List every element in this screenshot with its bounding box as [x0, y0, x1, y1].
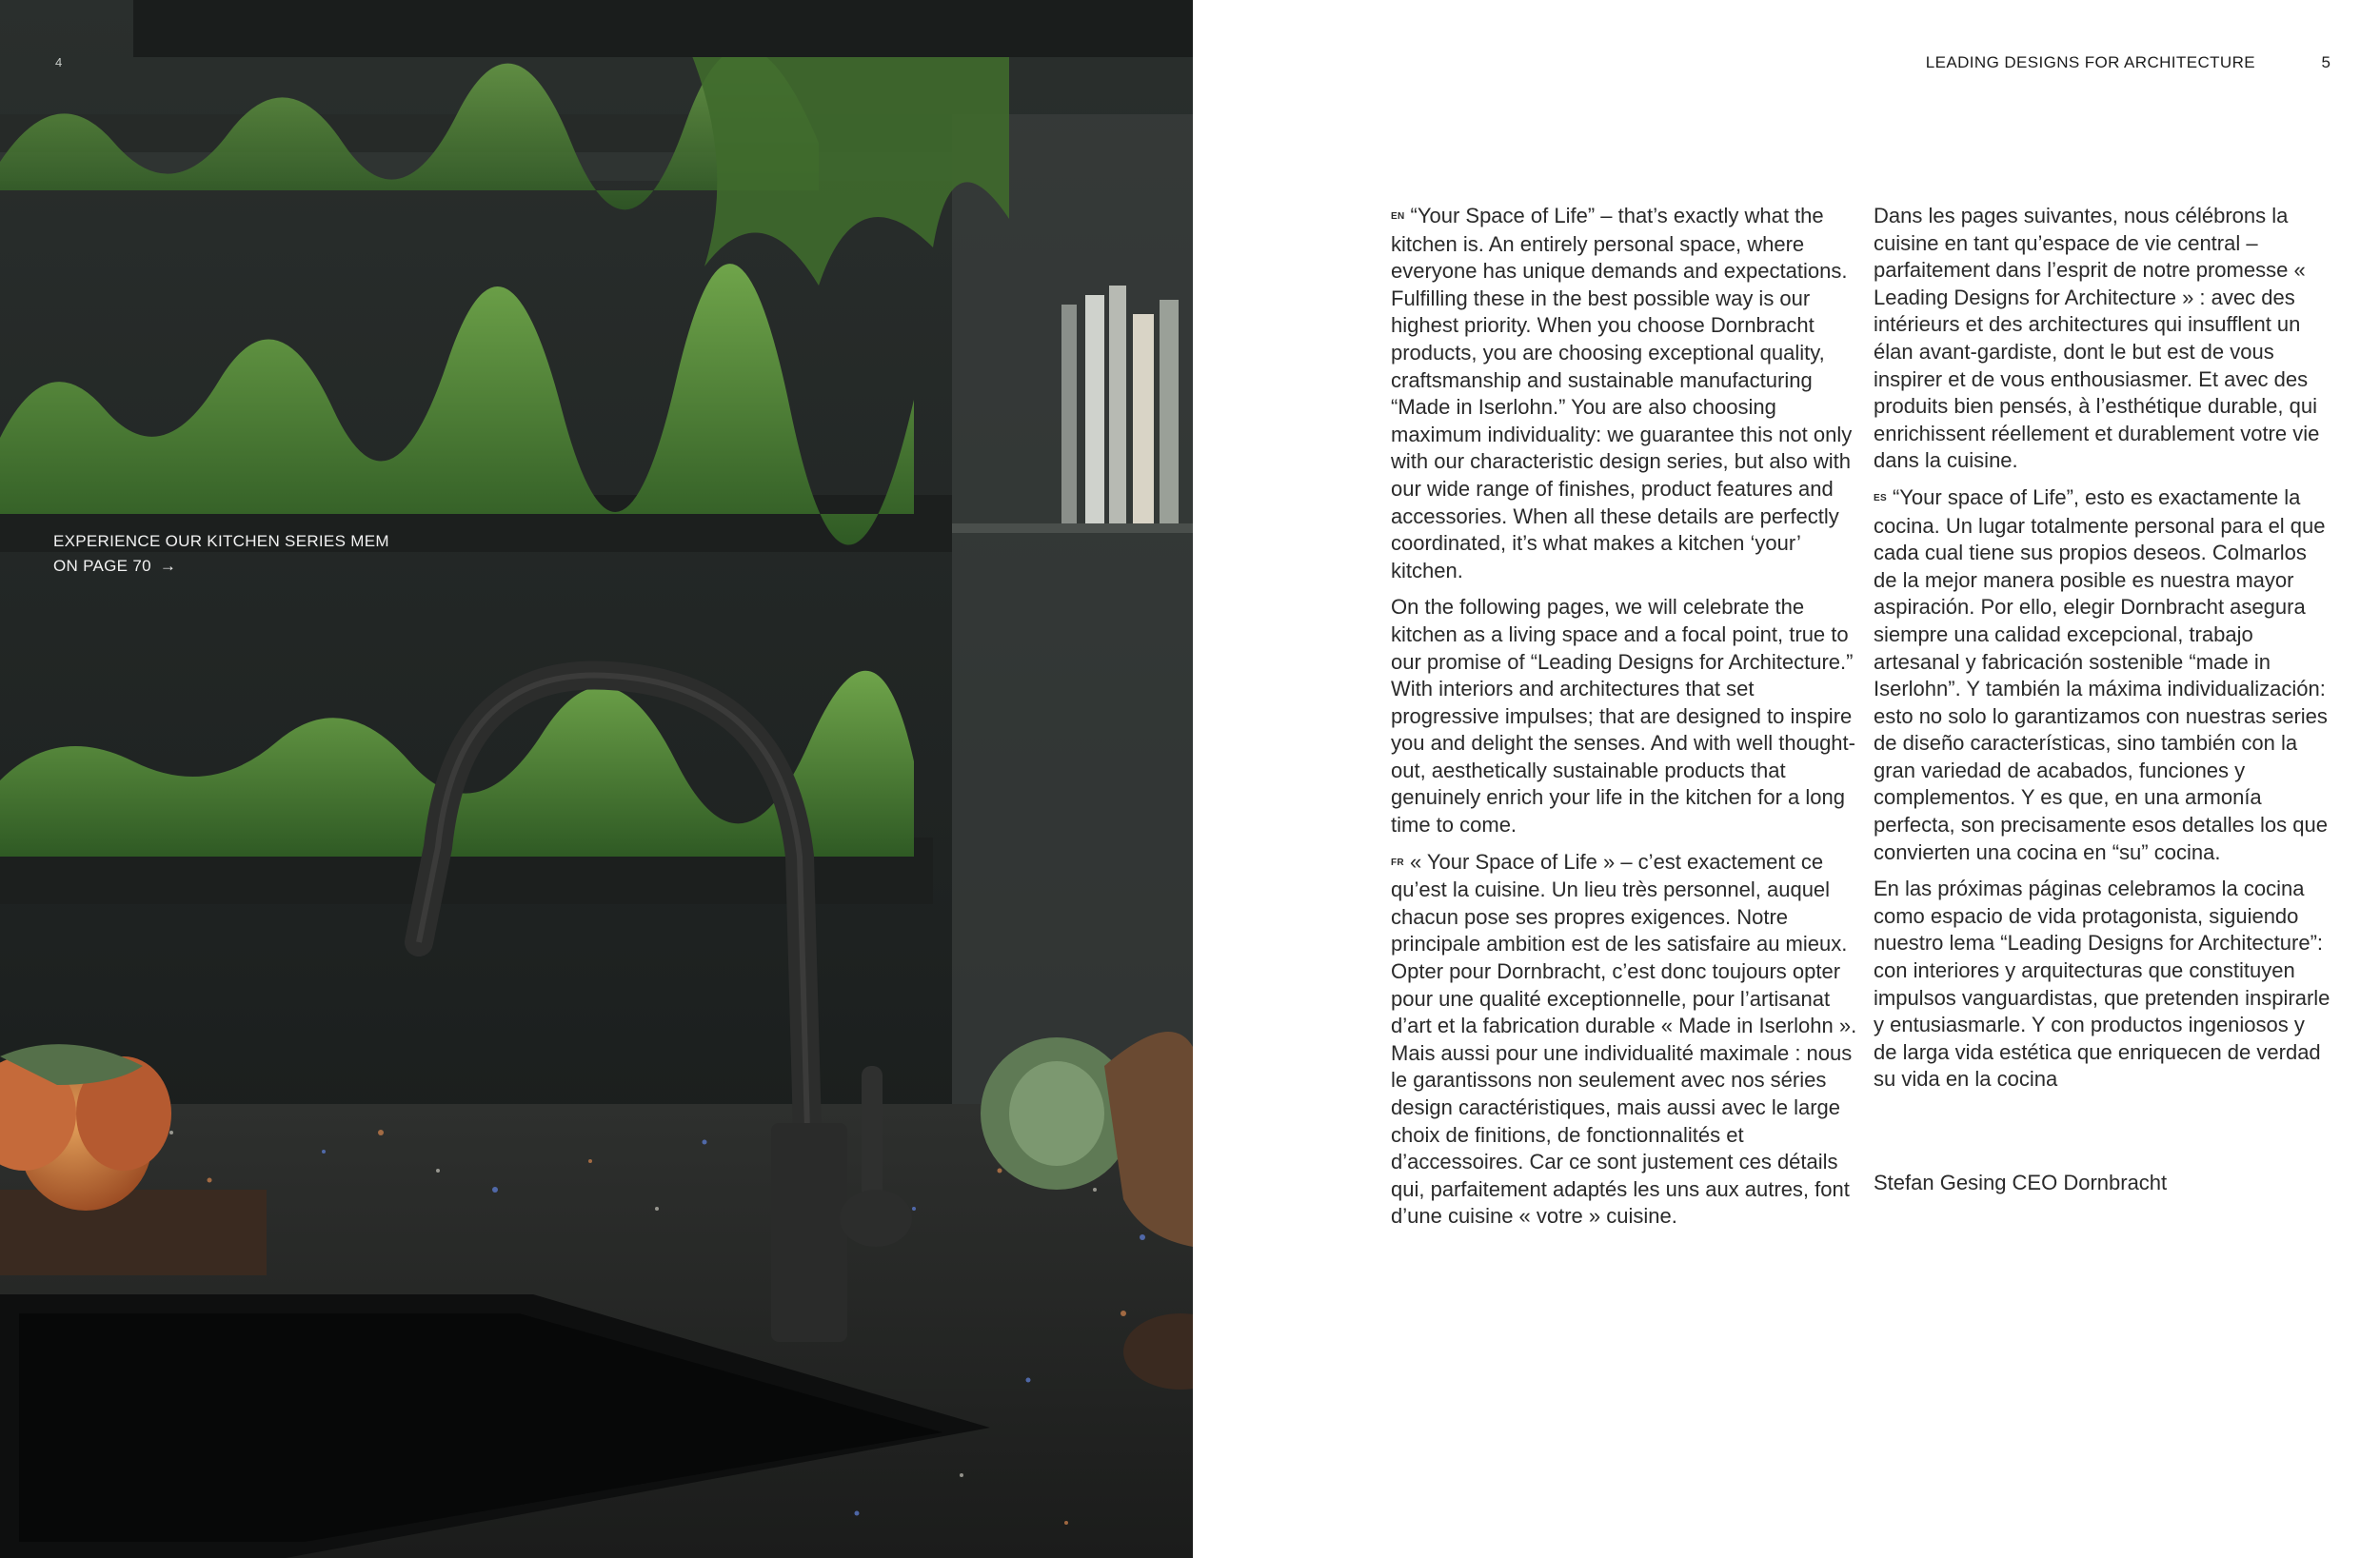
lang-tag-en: EN	[1391, 211, 1405, 222]
text-column-right	[1874, 203, 2330, 1207]
lang-tag-fr: FR	[1391, 857, 1404, 868]
running-header: LEADING DESIGNS FOR ARCHITECTURE	[1925, 53, 2255, 71]
page-number-left: 4	[55, 55, 63, 69]
lang-tag-es: ES	[1874, 492, 1887, 503]
page-number-right: 5	[2321, 53, 2330, 71]
es-paragraph-2: En las próximas páginas celebramos la cocina como espacio de vida protagonista, siguiendo nuestro lema “Leading Designs for Architecture”: con interiores y arquitecturas que constituyen impulsos vanguardistas, que pretenden inspirarle y entusiasmarle. Y con productos ingeniosos y de larga vida estética que enriquecen de verdad su vida en la cocina	[1874, 877, 2330, 1092]
text-column-left	[1391, 203, 1857, 1240]
signature: Stefan Gesing CEO Dornbracht	[1874, 1171, 2168, 1194]
en-paragraph-1-text: “Your Space of Life” – that’s exactly what the kitchen is. An entirely personal space, where everyone has unique demands and expectations. Fulfilling these in the best possible way is our highest priority. When you choose Dornbracht products, you are choosing exceptional quality, craftsmanship and sustainable manufacturing “Made in Iserlohn.” You are also choosing maximum individuality: we guarantee this not only with our characteristic design series, but also with our wide range of finishes, product features and accessories. When all these details are perfectly coordinated, it’s what makes a kitchen ‘your’ kitchen.	[1391, 204, 1853, 582]
en-paragraph-2: On the following pages, we will celebrate the kitchen as a living space and a focal point, true to our promise of “Leading Designs for Architecture.” With interiors and architectures that set progressive impulses; that are designed to inspire you and delight the senses. And with well thought-out, aesthetically sustainable products that genuinely enrich your life in the kitchen for a long time to come.	[1391, 595, 1855, 838]
es-paragraph-1	[1874, 484, 2330, 866]
photo-caption[interactable]	[53, 529, 453, 579]
fr-paragraph-2: Dans les pages suivantes, nous célébrons la cuisine en tant qu’espace de vie central – parfaitement dans l’esprit de notre promesse « Leading Designs for Architecture » : avec des intérieurs et des architectures qui insufflent un élan avant-gardiste, dont le but est de vous inspirer et de vous enthousiasmer. Et avec des produits bien pensés, à l’esthétique durable, qui enrichissent réellement et durablement votre vie dans la cuisine.	[1874, 204, 2320, 473]
fr-paragraph-1	[1391, 849, 1857, 1231]
caption-line-2	[53, 554, 453, 579]
es-paragraph-1-text: “Your space of Life”, esto es exactamente la cocina. Un lugar totalmente personal para el que cada cual tiene sus propios deseos. Colmarlos de la mejor manera posible es nuestra mayor aspiración. Por ello, elegir Dornbracht asegura siempre una calidad excepcional, trabajo artesanal y fabricación sostenible “made in Iserlohn”. Y también la máxima individualización: esto no solo lo garantizamos con nuestras series de diseño características, sino también con la gran variedad de acabados, funciones y complementos. Y es que, en una armonía perfecta, son precisamente esos detalles los que convierten una cocina en “su” cocina.	[1874, 484, 2328, 864]
arrow-right-icon: →	[159, 557, 177, 575]
caption-line-1: EXPERIENCE OUR KITCHEN SERIES MEM	[53, 532, 389, 550]
caption-page-ref: ON PAGE 70	[53, 557, 151, 575]
fr-paragraph-1-text: « Your Space of Life » – c’est exactement ce qu’est la cuisine. Un lieu très personnel, auquel chacun pose ses propres exigences. Notre principale ambition est de les satisfaire au mieux. Opter pour Dornbracht, c’est donc toujours opter pour une qualité exceptionnelle, pour l’artisanat d’art et la fabrication durable « Made in Iserlohn ». Mais aussi pour une individualité maximale : nous le garantissons non seulement avec nos séries design caractéristiques, mais aussi avec le large choix de finitions, de fonctionnalités et d’accessoires. Car ce sont justement ces détails qui, parfaitement adaptés les uns aux autres, font d’une cuisine « votre » cuisine.	[1391, 849, 1857, 1229]
en-paragraph-1	[1391, 203, 1857, 584]
